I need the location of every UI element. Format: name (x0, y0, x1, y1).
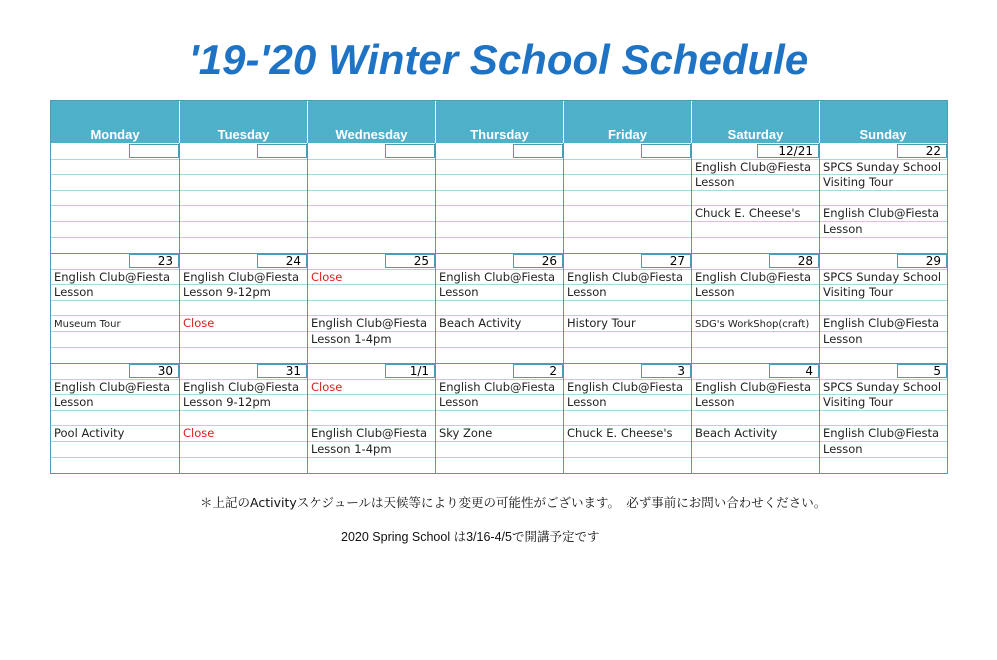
row-divider (564, 190, 691, 191)
schedule-entry: English Club@Fiesta (439, 269, 556, 284)
row-divider (308, 237, 435, 238)
calendar-header (51, 101, 947, 143)
row-divider (51, 237, 179, 238)
row-divider (436, 457, 563, 458)
row-divider (436, 159, 563, 160)
row-divider (308, 190, 435, 191)
row-divider (308, 221, 435, 222)
date-label: 24 (257, 254, 307, 268)
row-divider (564, 347, 691, 348)
row-divider (180, 237, 307, 238)
row-divider (564, 159, 691, 160)
day-column-saturday (691, 143, 819, 473)
spring-school-notice: 2020 Spring School は3/16-4/5で開講予定です (341, 530, 600, 544)
schedule-entry: Beach Activity (695, 426, 778, 441)
date-label: 3 (641, 364, 691, 378)
page-title: '19-'20 Winter School Schedule (188, 36, 809, 83)
row-divider (308, 410, 435, 411)
date-label: 26 (513, 254, 563, 268)
row-divider (51, 315, 179, 316)
schedule-entry: Lesson 1-4pm (311, 442, 392, 456)
date-label: 28 (769, 254, 819, 268)
date-label: 25 (385, 254, 435, 268)
schedule-entry: Visiting Tour (823, 395, 894, 410)
schedule-entry: Museum Tour (54, 319, 121, 331)
schedule-entry: Sky Zone (439, 426, 493, 441)
schedule-entry: Chuck E. Cheese's (695, 206, 801, 221)
day-column-wednesday (307, 143, 435, 473)
schedule-entry: English Club@Fiesta (695, 379, 812, 394)
schedule-entry: Lesson (439, 395, 479, 410)
schedule-entry: Lesson 1-4pm (311, 332, 392, 346)
schedule-entry: Beach Activity (439, 316, 522, 331)
date-label: 1/1 (385, 364, 435, 378)
schedule-calendar (50, 100, 948, 474)
schedule-entry: Lesson (823, 332, 863, 346)
schedule-entry: SPCS Sunday School (823, 379, 942, 394)
schedule-entry: English Club@Fiesta (823, 206, 940, 221)
row-divider (436, 347, 563, 348)
row-divider (436, 205, 563, 206)
schedule-entry: English Club@Fiesta (183, 269, 300, 284)
row-divider (308, 174, 435, 175)
schedule-entry: Lesson (823, 442, 863, 456)
row-divider (180, 221, 307, 222)
schedule-entry: History Tour (567, 316, 636, 331)
row-divider (564, 205, 691, 206)
schedule-entry: Close (183, 316, 215, 331)
schedule-entry: Lesson 9-12pm (183, 285, 271, 300)
schedule-entry: Lesson (54, 395, 94, 410)
day-column-thursday (435, 143, 563, 473)
date-label: 31 (257, 364, 307, 378)
row-divider (564, 221, 691, 222)
schedule-entry: Lesson (695, 395, 735, 410)
schedule-entry: English Club@Fiesta (311, 426, 428, 441)
schedule-entry: Close (183, 426, 215, 441)
schedule-entry: Visiting Tour (823, 285, 894, 300)
row-divider (51, 347, 179, 348)
schedule-entry: SDG's WorkShop(craft) (695, 319, 810, 331)
row-divider (180, 159, 307, 160)
row-divider (51, 221, 179, 222)
schedule-entry: Lesson (439, 285, 479, 300)
row-divider (180, 347, 307, 348)
row-divider (308, 205, 435, 206)
day-header-sunday: Sunday (819, 101, 946, 143)
row-divider (180, 457, 307, 458)
schedule-entry: English Club@Fiesta (567, 379, 684, 394)
row-divider (436, 190, 563, 191)
row-divider (436, 237, 563, 238)
row-divider (308, 159, 435, 160)
schedule-entry: Lesson (567, 285, 607, 300)
day-header-tuesday: Tuesday (179, 101, 307, 143)
schedule-entry: Lesson (823, 222, 863, 236)
activity-notice: ＊上記のActivityスケジュールは天候等により変更の可能性がございます。 必ず事前にお問い合わせください。 (200, 495, 827, 510)
day-column-sunday (819, 143, 947, 473)
date-label (513, 144, 563, 158)
row-divider (180, 190, 307, 191)
schedule-entry: Close (311, 379, 343, 394)
row-divider (51, 159, 179, 160)
day-header-monday: Monday (90, 127, 140, 142)
date-label: 29 (897, 254, 947, 268)
row-divider (51, 174, 179, 175)
day-column-friday (563, 143, 691, 473)
schedule-entry: Chuck E. Cheese's (567, 426, 673, 441)
day-column-monday (51, 143, 179, 473)
schedule-entry: SPCS Sunday School (823, 269, 942, 284)
day-column-tuesday (179, 143, 307, 473)
date-label: 27 (641, 254, 691, 268)
row-divider (436, 174, 563, 175)
schedule-entry: English Club@Fiesta (54, 379, 171, 394)
schedule-entry: SPCS Sunday School (823, 159, 942, 174)
day-header-saturday: Saturday (691, 101, 819, 143)
schedule-entry: English Club@Fiesta (695, 159, 812, 174)
date-label: 12/21 (757, 144, 819, 158)
schedule-entry: English Club@Fiesta (695, 269, 812, 284)
row-divider (564, 457, 691, 458)
date-label: 23 (129, 254, 179, 268)
row-divider (564, 174, 691, 175)
schedule-entry: Lesson (567, 395, 607, 410)
row-divider (51, 190, 179, 191)
row-divider (308, 300, 435, 301)
row-divider (51, 457, 179, 458)
row-divider (692, 237, 819, 238)
schedule-entry: English Club@Fiesta (823, 316, 940, 331)
row-divider (180, 174, 307, 175)
schedule-entry: English Club@Fiesta (823, 426, 940, 441)
date-label (385, 144, 435, 158)
row-divider (436, 221, 563, 222)
row-divider (692, 315, 819, 316)
schedule-entry: English Club@Fiesta (183, 379, 300, 394)
date-label: 2 (513, 364, 563, 378)
day-header-wednesday: Wednesday (307, 101, 435, 143)
row-divider (180, 205, 307, 206)
row-divider (692, 347, 819, 348)
schedule-entry: Lesson (695, 285, 735, 300)
schedule-entry: English Club@Fiesta (311, 316, 428, 331)
date-label (129, 144, 179, 158)
schedule-entry: English Club@Fiesta (54, 269, 171, 284)
date-label (257, 144, 307, 158)
date-label: 4 (769, 364, 819, 378)
row-divider (51, 205, 179, 206)
row-divider (564, 237, 691, 238)
schedule-entry: Pool Activity (54, 426, 125, 441)
schedule-entry: Close (311, 269, 343, 284)
date-label: 30 (129, 364, 179, 378)
schedule-entry: Lesson 9-12pm (183, 395, 271, 410)
schedule-entry: Visiting Tour (823, 175, 894, 190)
schedule-entry: Lesson (695, 175, 735, 190)
date-label: 22 (897, 144, 947, 158)
row-divider (692, 457, 819, 458)
day-header-friday: Friday (563, 101, 691, 143)
schedule-entry: English Club@Fiesta (439, 379, 556, 394)
schedule-entry: English Club@Fiesta (567, 269, 684, 284)
date-label (641, 144, 691, 158)
day-header-thursday: Thursday (435, 101, 563, 143)
schedule-entry: Lesson (54, 285, 94, 300)
date-label: 5 (897, 364, 947, 378)
